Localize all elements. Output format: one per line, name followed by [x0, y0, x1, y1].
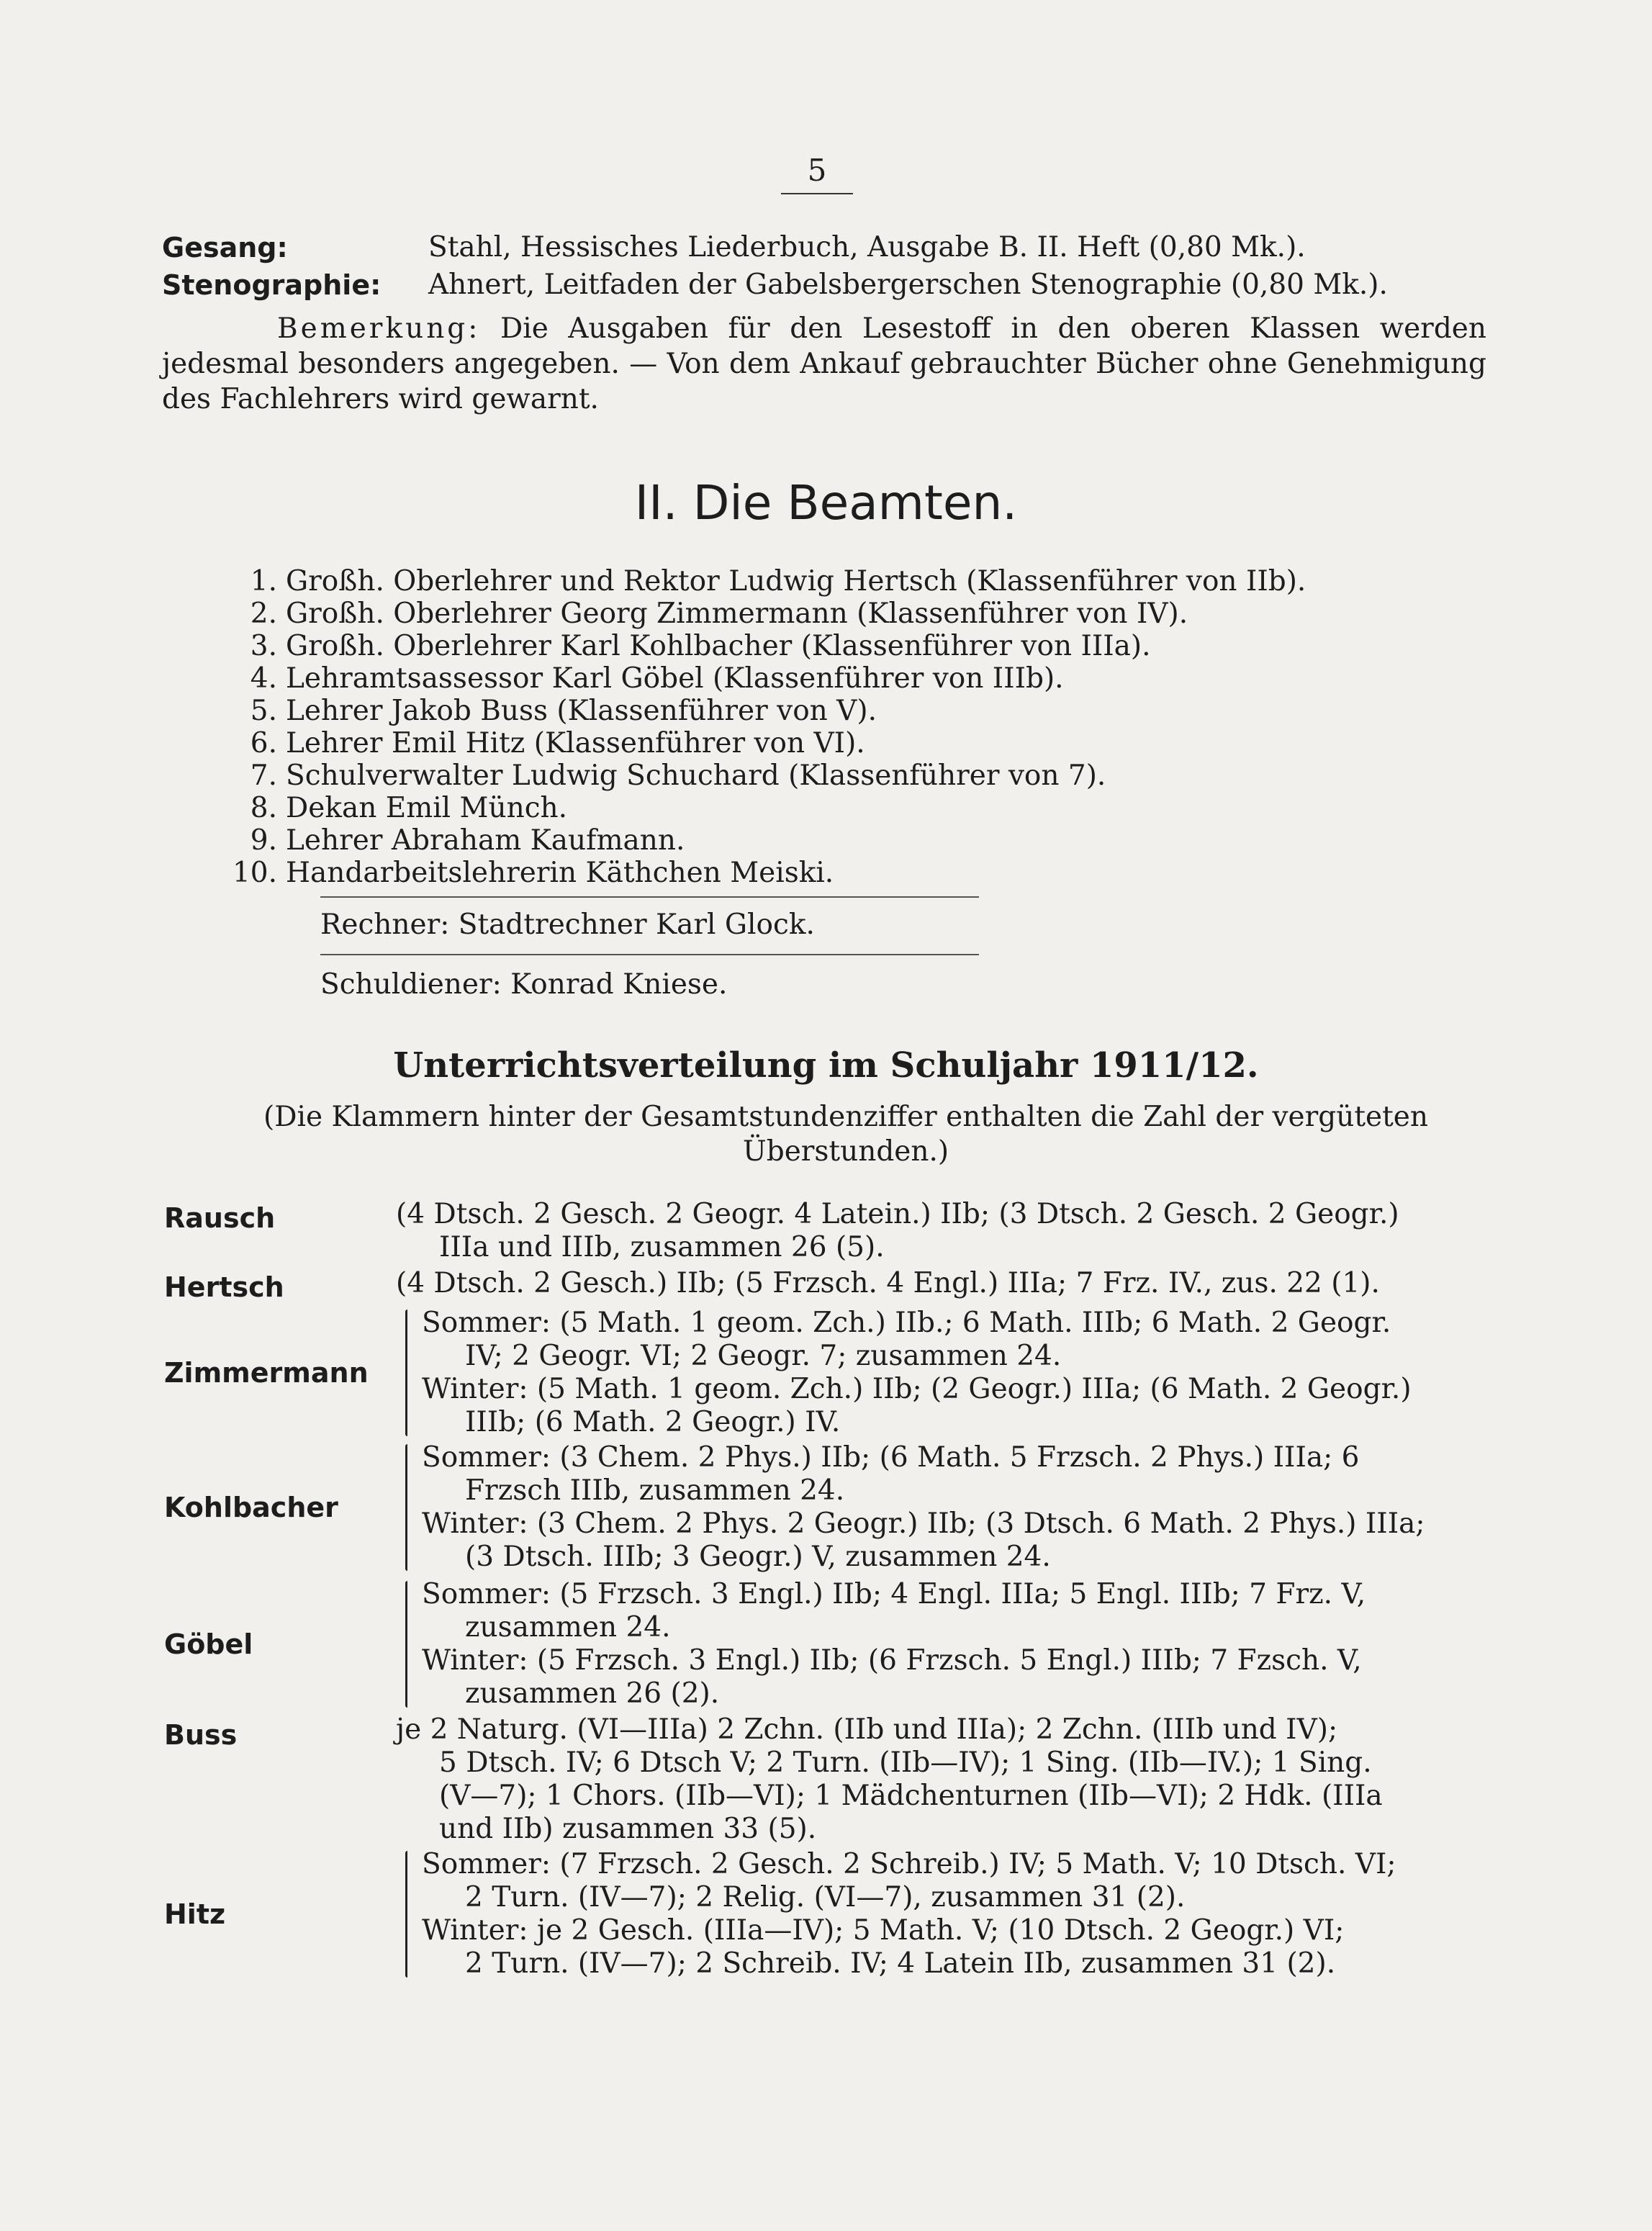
staff-text: Lehrer Jakob Buss (Klassenführer von V). [286, 695, 877, 727]
teacher-name: Hertsch [164, 1271, 284, 1303]
staff-number: 3. [250, 630, 277, 662]
staff-item [209, 824, 1306, 857]
staff-text: Großh. Oberlehrer Georg Zimmermann (Klassenführer von IV). [286, 598, 1188, 630]
assignment-line: 2 Turn. (IV—7); 2 Schreib. IV; 4 Latein IIb, zusammen 31 (2). [465, 1947, 1336, 1980]
assignment-line: (3 Dtsch. IIIb; 3 Geogr.) V, zusammen 24. [465, 1541, 1051, 1573]
teacher-assignments [396, 1713, 1648, 1846]
textbook-row [162, 229, 1388, 266]
assignment-line: Sommer: (5 Frzsch. 3 Engl.) IIb; 4 Engl. IIIa; 5 Engl. IIIb; 7 Frz. V, [422, 1578, 1366, 1610]
staff-list [209, 565, 1306, 889]
assignment-line: je 2 Naturg. (VI—IIIa) 2 Zchn. (IIb und IIIa); 2 Zchn. (IIIb und IV); [396, 1713, 1338, 1746]
staff-item [209, 760, 1306, 792]
staff-text: Großh. Oberlehrer Karl Kohlbacher (Klassenführer von IIIa). [286, 630, 1151, 662]
teacher-name: Hitz [164, 1898, 226, 1930]
staff-number: 8. [250, 792, 277, 824]
assignment-line: Winter: (5 Frzsch. 3 Engl.) IIb; (6 Frzsch. 5 Engl.) IIIb; 7 Fzsch. V, [422, 1644, 1362, 1677]
teacher-name: Kohlbacher [164, 1492, 338, 1523]
teacher-assignments [422, 1578, 1649, 1711]
assignment-line: IV; 2 Geogr. VI; 2 Geogr. 7; zusammen 24. [465, 1340, 1062, 1372]
assignment-line: (4 Dtsch. 2 Gesch.) IIb; (5 Frzsch. 4 Engl.) IIIa; 7 Frz. IV., zus. 22 (1). [396, 1267, 1380, 1299]
staff-text: Schulverwalter Ludwig Schuchard (Klassenführer von 7). [286, 760, 1106, 792]
textbook-list [162, 229, 1388, 304]
assignment-line: (4 Dtsch. 2 Gesch. 2 Geogr. 4 Latein.) IIb; (3 Dtsch. 2 Gesch. 2 Geogr.) [396, 1198, 1399, 1230]
staff-number: 2. [250, 598, 277, 630]
brace-bracket [405, 1310, 407, 1436]
divider-rule [320, 954, 979, 955]
staff-number: 4. [250, 662, 277, 695]
staff-text: Dekan Emil Münch. [286, 792, 568, 824]
textbook-title: Stahl, Hessisches Liederbuch, Ausgabe B. II. Heft (0,80 Mk.). [428, 231, 1306, 263]
staff-item [209, 630, 1306, 662]
remark-paragraph [162, 311, 1486, 417]
page-number-rule [781, 193, 853, 194]
divider-rule [320, 896, 979, 898]
assignment-line: Frzsch IIIb, zusammen 24. [465, 1474, 845, 1507]
staff-number: 5. [250, 695, 277, 727]
assignment-line: zusammen 26 (2). [465, 1677, 720, 1710]
assignment-line: Winter: je 2 Gesch. (IIIa—IV); 5 Math. V; (10 Dtsch. 2 Geogr.) VI; [422, 1914, 1345, 1947]
staff-number: 10. [232, 857, 277, 889]
staff-text: Großh. Oberlehrer und Rektor Ludwig Hertsch (Klassenführer von IIb). [286, 565, 1306, 598]
assignment-line: Sommer: (7 Frzsch. 2 Gesch. 2 Schreib.) IV; 5 Math. V; 10 Dtsch. VI; [422, 1848, 1396, 1880]
staff-number: 6. [250, 727, 277, 760]
overtime-note: (Die Klammern hinter der Gesamtstundenziffer enthalten die Zahl der vergüteten Überstunden.) [263, 1101, 1428, 1168]
teacher-entry-kohlbacher [164, 1441, 1489, 1578]
brace-bracket [405, 1444, 407, 1571]
teacher-entry-hertsch [164, 1267, 1489, 1303]
brace-bracket [405, 1851, 407, 1978]
staff-number: 7. [250, 760, 277, 792]
assignment-line: Winter: (5 Math. 1 geom. Zch.) IIb; (2 Geogr.) IIIa; (6 Math. 2 Geogr.) [422, 1373, 1412, 1405]
staff-text: Lehrer Emil Hitz (Klassenführer von VI). [286, 727, 865, 760]
teacher-entry-rausch [164, 1198, 1489, 1270]
staff-text: Lehramtsassessor Karl Göbel (Klassenführer von IIIb). [286, 662, 1064, 695]
assignment-line: zusammen 24. [465, 1611, 671, 1644]
remark-label: Bemerkung: [277, 312, 481, 345]
staff-text: Handarbeitslehrerin Käthchen Meiski. [286, 857, 834, 889]
assignment-line: und IIb) zusammen 33 (5). [439, 1813, 817, 1845]
staff-item [209, 792, 1306, 824]
teacher-name: Zimmermann [164, 1357, 369, 1389]
page-number: 5 [807, 153, 827, 188]
staff-number: 1. [250, 565, 277, 598]
assignment-line: Winter: (3 Chem. 2 Phys. 2 Geogr.) IIb; (3 Dtsch. 6 Math. 2 Phys.) IIIa; [422, 1507, 1425, 1540]
assignment-line: 2 Turn. (IV—7); 2 Relig. (VI—7), zusammen 31 (2). [465, 1881, 1186, 1914]
teacher-assignments [422, 1441, 1649, 1574]
staff-item [209, 727, 1306, 760]
assignment-line: IIIa und IIIb, zusammen 26 (5). [439, 1231, 885, 1263]
teacher-name: Buss [164, 1719, 238, 1751]
teacher-entry-buss [164, 1713, 1489, 1850]
teacher-entry-goebel [164, 1578, 1489, 1715]
brace-bracket [405, 1581, 407, 1708]
staff-item [209, 565, 1306, 598]
teacher-entry-zimmermann [164, 1307, 1489, 1443]
teacher-name: Göbel [164, 1628, 253, 1660]
section-heading-unterrichtsverteilung: Unterrichtsverteilung im Schuljahr 1911/12. [393, 1045, 1259, 1086]
textbook-title: Ahnert, Leitfaden der Gabelsbergerschen Stenographie (0,80 Mk.). [428, 269, 1388, 301]
remark-text: Die Ausgaben für den Lesestoff in den oberen Klassen werden jedesmal besonders angegeben. — Von dem Ankauf gebrauchter Bücher ohne Genehmigung des Fachlehrers wird gewarnt. [162, 312, 1486, 415]
assignment-line: 5 Dtsch. IV; 6 Dtsch V; 2 Turn. (IIb—IV); 1 Sing. (IIb—IV.); 1 Sing. [439, 1747, 1372, 1779]
teacher-name: Rausch [164, 1202, 276, 1234]
staff-item [209, 662, 1306, 695]
assignment-line: Sommer: (3 Chem. 2 Phys.) IIb; (6 Math. 5 Frzsch. 2 Phys.) IIIa; 6 [422, 1441, 1360, 1474]
section-heading-beamten: II. Die Beamten. [634, 475, 1018, 531]
textbook-row [162, 266, 1388, 304]
assignment-line: (V—7); 1 Chors. (IIb—VI); 1 Mädchenturnen (IIb—VI); 2 Hdk. (IIIa [439, 1780, 1383, 1812]
staff-text: Lehrer Abraham Kaufmann. [286, 824, 685, 857]
textbook-subject: Gesang: [162, 232, 288, 263]
teacher-entry-hitz [164, 1848, 1489, 1985]
staff-number: 9. [250, 824, 277, 857]
teacher-assignments [396, 1198, 1648, 1264]
teacher-assignments [422, 1848, 1649, 1980]
assignment-line: Sommer: (5 Math. 1 geom. Zch.) IIb.; 6 Math. IIIb; 6 Math. 2 Geogr. [422, 1307, 1391, 1339]
staff-item [209, 598, 1306, 630]
teacher-assignments [396, 1267, 1648, 1300]
assignment-line: IIIb; (6 Math. 2 Geogr.) IV. [465, 1406, 841, 1438]
teacher-assignments [422, 1307, 1649, 1439]
schuldiener-line: Schuldiener: Konrad Kniese. [320, 968, 728, 1001]
rechner-line: Rechner: Stadtrechner Karl Glock. [320, 909, 815, 941]
textbook-subject: Stenographie: [162, 269, 382, 301]
staff-item [209, 695, 1306, 727]
staff-item [209, 857, 1306, 889]
